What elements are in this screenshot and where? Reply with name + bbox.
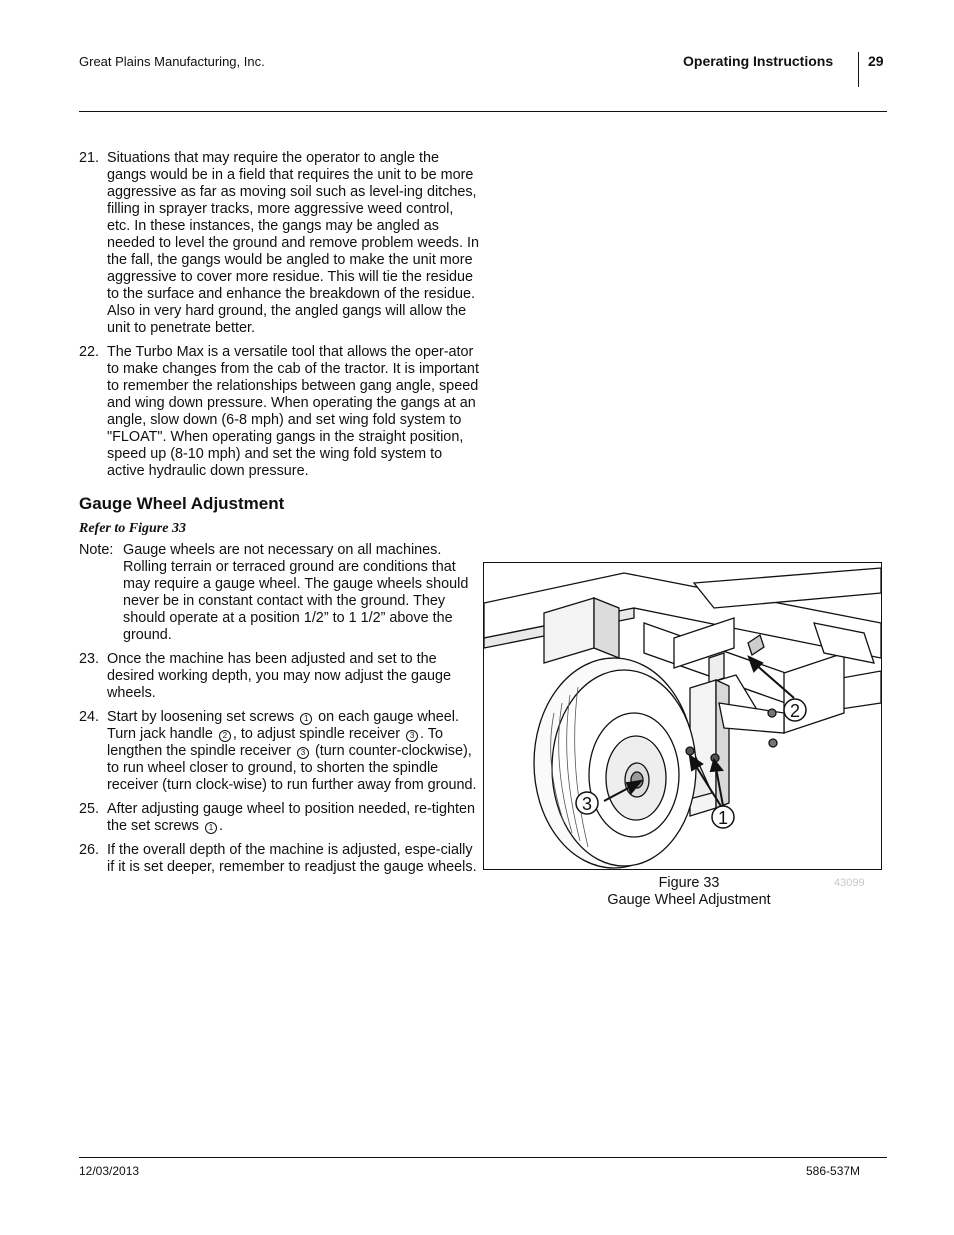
item-text: Situations that may require the operator to angle the gangs would be in a field that requires the unit to be more aggressive as far as moving soil such as level-ing ditches, filling in sprayer tracks, more aggressive weed control, etc. In these instances, the gangs may be angled as needed to level the ground and remove problem weeds. In the fall, the gangs would be angled to make the unit more aggressive to cover more residue. This will tie the residue to the surface and enhance the breakdown of the residue. Also in very hard ground, the angled gangs will allow the unit to penetrate better. [107, 150, 479, 336]
item-text: Start by loosening set screws [107, 709, 295, 725]
note-label: Note: [79, 542, 114, 558]
list-item-23 [79, 651, 479, 702]
gauge-wheel-drawing [484, 563, 881, 869]
figure-reference: Refer to Figure 33 [79, 521, 186, 536]
footer-rule [79, 1157, 887, 1158]
item-text: The Turbo Max is a versatile tool that allows the oper-ator to make changes from the cab of the tractor. It is important to remember the relationships between gang angle, speed and wing down pressure. When operating the gangs at an angle, slow down (6-8 mph) and set wing fold system to "FLOAT". When operating gangs in the straight position, speed up (8-10 mph) and set the wing fold system to active hydraulic down pressure. [107, 344, 479, 479]
callout-ref-1: 1 [300, 713, 312, 725]
page-number: 29 [868, 53, 884, 69]
list-item-21 [79, 150, 479, 337]
callout-3-label: 3 [581, 794, 593, 814]
list-item-22 [79, 344, 479, 480]
footer-date: 12/03/2013 [79, 1164, 140, 1178]
item-text: After adjusting gauge wheel to position needed, re-tighten the set screws [107, 801, 476, 834]
callout-ref-1: 1 [205, 822, 217, 834]
note-block [79, 542, 479, 644]
item-text: . [218, 818, 223, 834]
list-item-24 [79, 709, 479, 794]
item-text: (turn counter-clockwise), to run wheel closer to ground, to shorten the spindle receiver (turn clock-wise) to run further away from ground. [107, 743, 477, 793]
item-number: 25. [79, 801, 100, 817]
item-number: 24. [79, 709, 100, 725]
item-text: . To lengthen the spindle receiver [107, 726, 443, 759]
figure-number: Figure 33 [658, 875, 720, 891]
footer-doc-number: 586-537M [806, 1164, 861, 1178]
header-company: Great Plains Manufacturing, Inc. [79, 54, 265, 69]
item-number: 22. [79, 344, 100, 360]
callout-1-label: 1 [717, 808, 729, 828]
text-column [79, 150, 479, 883]
header-divider [858, 52, 859, 87]
item-text: on each gauge wheel. Turn jack handle [107, 709, 459, 742]
item-text: , to adjust spindle receiver [232, 726, 401, 742]
item-number: 21. [79, 150, 100, 166]
header-rule [79, 111, 887, 112]
callout-ref-2: 2 [219, 730, 231, 742]
figure-33-illustration [483, 562, 882, 870]
item-text: Once the machine has been adjusted and set to the desired working depth, you may now adjust the gauge wheels. [107, 651, 451, 701]
item-number: 23. [79, 651, 100, 667]
note-text: Gauge wheels are not necessary on all machines. Rolling terrain or terraced ground are conditions that may require a gauge wheel. The gauge wheels should never be in constant contact with the ground. They should operate at a position 1/2” to 1 1/2” above the ground. [123, 542, 469, 643]
list-item-25 [79, 801, 479, 835]
item-number: 26. [79, 842, 100, 858]
item-text: If the overall depth of the machine is adjusted, espe-cially if it is set deeper, remember to readjust the gauge wheels. [107, 842, 477, 875]
section-heading: Gauge Wheel Adjustment [79, 494, 285, 513]
figure-id: 43099 [834, 877, 865, 889]
callout-2-label: 2 [789, 701, 801, 721]
header-section: Operating Instructions [683, 53, 834, 69]
callout-ref-3: 3 [406, 730, 418, 742]
callout-ref-3b: 3 [297, 747, 309, 759]
list-item-26 [79, 842, 479, 876]
figure-caption-text: Gauge Wheel Adjustment [607, 892, 771, 908]
